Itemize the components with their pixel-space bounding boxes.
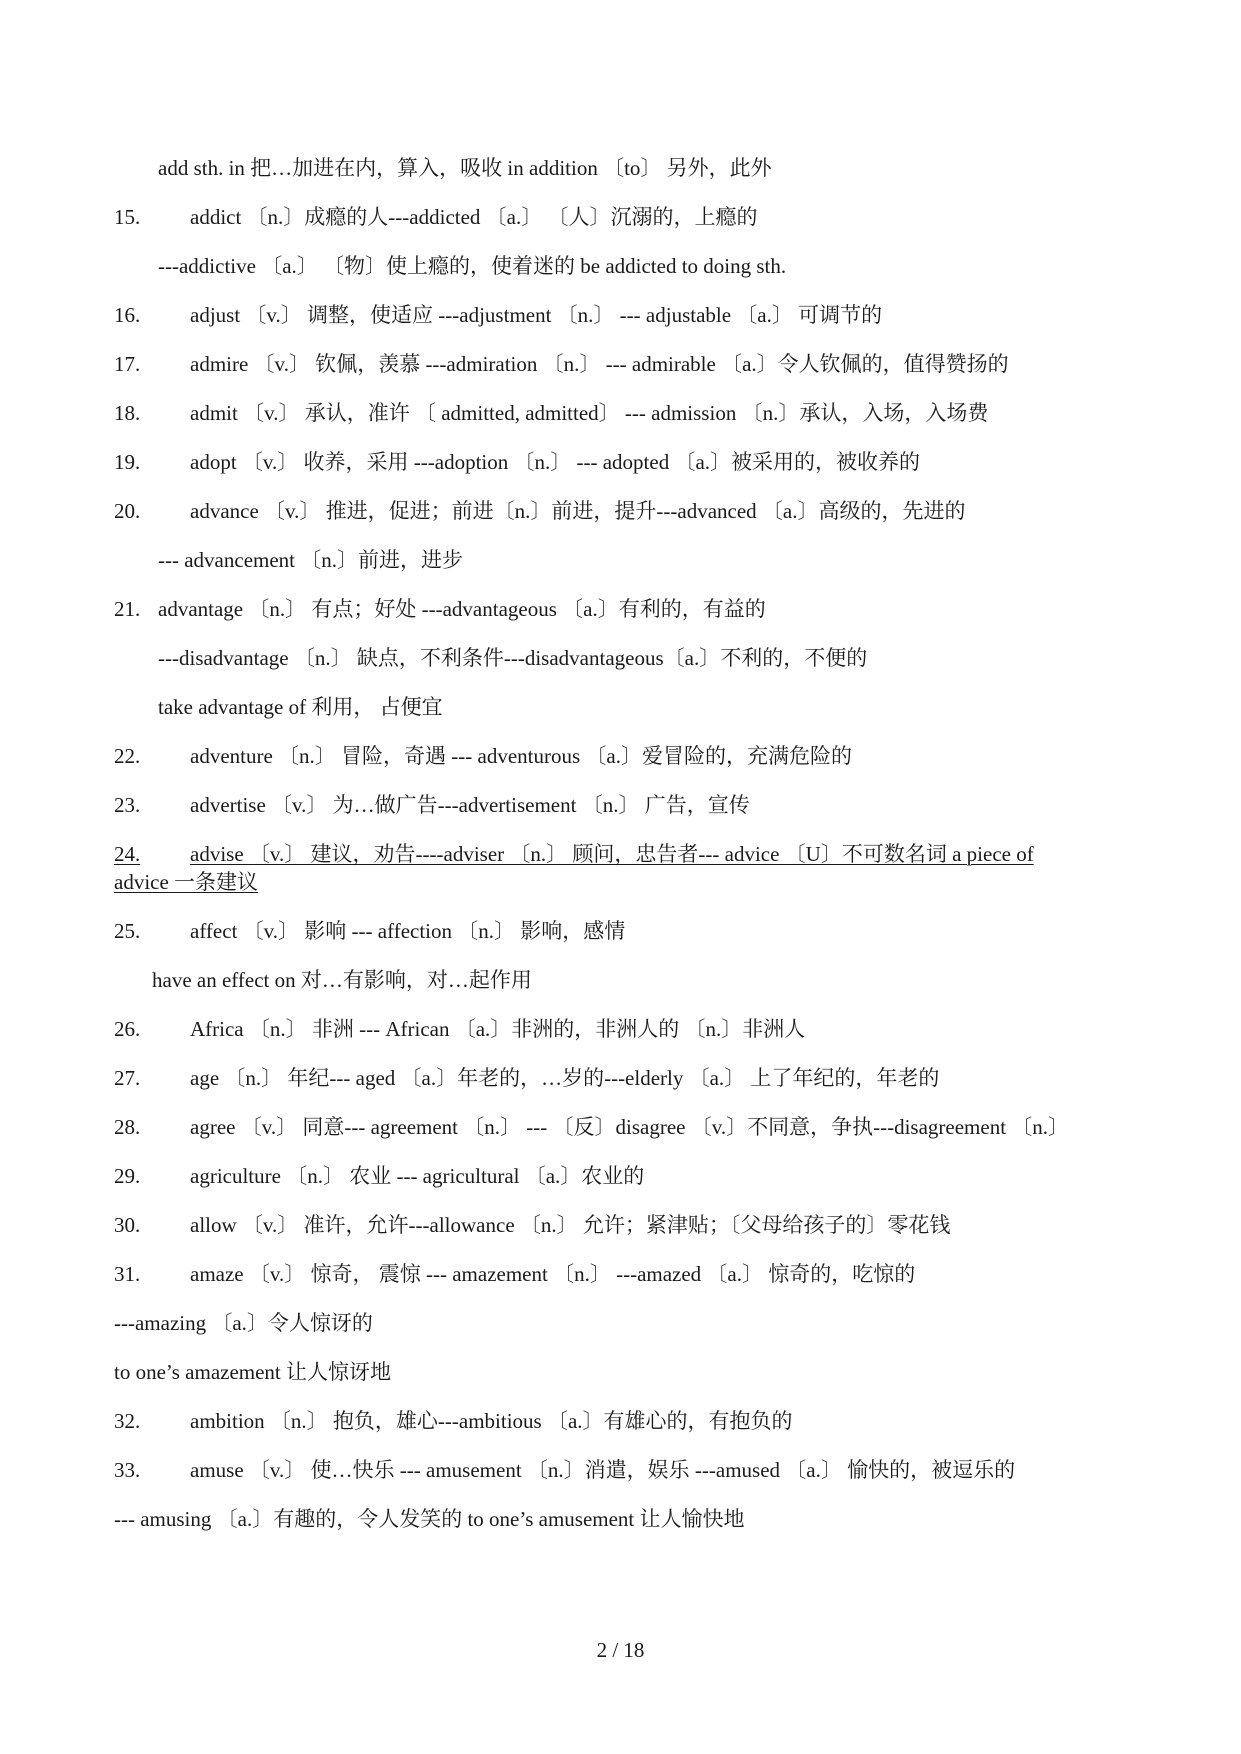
entry-continuation: advice 一条建议: [114, 870, 259, 894]
entry-text: advance 〔v.〕 推进，促进；前进〔n.〕前进，提升---advanced 〔a.〕高级的，先进的: [190, 499, 966, 523]
entry-number: 15.: [114, 205, 141, 229]
entry-text: addict 〔n.〕成瘾的人---addicted 〔a.〕 〔人〕沉溺的，上瘾的: [190, 205, 758, 229]
entry-number: 16.: [114, 303, 141, 327]
entry-number: 33.: [114, 1458, 141, 1482]
entry-text: agriculture 〔n.〕 农业 --- agricultural 〔a.〕农业的: [190, 1164, 645, 1188]
entry-number: 32.: [114, 1409, 141, 1433]
entry-text: allow 〔v.〕 准许，允许---allowance 〔n.〕 允许；紧津贴；〔父母给孩子的〕零花钱: [190, 1213, 951, 1237]
text-line: ---addictive 〔a.〕 〔物〕使上瘾的，使着迷的 be addicted to doing sth.: [158, 254, 787, 278]
text-line: --- amusing 〔a.〕有趣的，令人发笑的 to one’s amusement 让人愉快地: [114, 1507, 745, 1531]
entry-number: 20.: [114, 499, 141, 523]
entry-text: amaze 〔v.〕 惊奇， 震惊 --- amazement 〔n.〕 ---amazed 〔a.〕 惊奇的，吃惊的: [190, 1262, 916, 1286]
entry-text: ambition 〔n.〕 抱负，雄心---ambitious 〔a.〕有雄心的，有抱负的: [190, 1409, 793, 1433]
text-line: ---amazing 〔a.〕令人惊讶的: [114, 1311, 373, 1335]
entry-number: 28.: [114, 1115, 141, 1139]
entry-text: advertise 〔v.〕 为…做广告---advertisement 〔n.〕 广告，宣传: [190, 793, 750, 817]
entry-text: Africa 〔n.〕 非洲 --- African 〔a.〕非洲的，非洲人的 〔n.〕非洲人: [190, 1017, 806, 1041]
entry-text: admit 〔v.〕 承认，准许 〔 admitted, admitted〕 --- admission 〔n.〕承认，入场，入场费: [190, 401, 989, 425]
entry-text: adjust 〔v.〕 调整，使适应 ---adjustment 〔n.〕 --- adjustable 〔a.〕 可调节的: [190, 303, 883, 327]
entry-text: affect 〔v.〕 影响 --- affection 〔n.〕 影响，感情: [190, 919, 626, 943]
entry-text: amuse 〔v.〕 使…快乐 --- amusement 〔n.〕消遣，娱乐 ---amused 〔a.〕 愉快的，被逗乐的: [190, 1458, 1016, 1482]
entry-number: 31.: [114, 1262, 141, 1286]
page-number: 2 / 18: [596, 1638, 645, 1662]
entry-text: adopt 〔v.〕 收养，采用 ---adoption 〔n.〕 --- adopted 〔a.〕被采用的，被收养的: [190, 450, 921, 474]
text-line: add sth. in 把…加进在内，算入，吸收 in addition 〔to〕 另外，此外: [158, 156, 772, 180]
entry-text: age 〔n.〕 年纪--- aged 〔a.〕年老的，…岁的---elderly 〔a.〕 上了年纪的，年老的: [190, 1066, 940, 1090]
text-line: take advantage of 利用， 占便宜: [158, 695, 443, 719]
entry-number: 27.: [114, 1066, 141, 1090]
entry-text: advise 〔v.〕 建议，劝告----adviser 〔n.〕 顾问，忠告者--- advice 〔U〕不可数名词 a piece of: [190, 842, 1034, 866]
entry-number: 23.: [114, 793, 141, 817]
entry-number: 17.: [114, 352, 141, 376]
entry-number: 25.: [114, 919, 141, 943]
entry-number: 30.: [114, 1213, 141, 1237]
entry-number: 21.: [114, 597, 141, 621]
text-line: ---disadvantage 〔n.〕 缺点，不利条件---disadvantageous〔a.〕不利的，不便的: [158, 646, 868, 670]
entry-number: 18.: [114, 401, 141, 425]
entry-number: 22.: [114, 744, 141, 768]
entry-number: 26.: [114, 1017, 141, 1041]
entry-text: adventure 〔n.〕 冒险，奇遇 --- adventurous 〔a.〕爱冒险的，充满危险的: [190, 744, 852, 768]
entry-text: admire 〔v.〕 钦佩，羡慕 ---admiration 〔n.〕 --- admirable 〔a.〕令人钦佩的，值得赞扬的: [190, 352, 1009, 376]
text-line: have an effect on 对…有影响，对…起作用: [152, 968, 532, 992]
entry-number: 24.: [114, 842, 141, 866]
entry-text: advantage 〔n.〕 有点；好处 ---advantageous 〔a.〕有利的，有益的: [158, 597, 766, 621]
entry-text: agree 〔v.〕 同意--- agreement 〔n.〕 --- 〔反〕disagree 〔v.〕不同意，争执---disagreement 〔n.〕: [190, 1115, 1070, 1139]
text-line: to one’s amazement 让人惊讶地: [114, 1360, 392, 1384]
text-line: --- advancement 〔n.〕前进，进步: [158, 548, 464, 572]
entry-number: 29.: [114, 1164, 141, 1188]
entry-number: 19.: [114, 450, 141, 474]
